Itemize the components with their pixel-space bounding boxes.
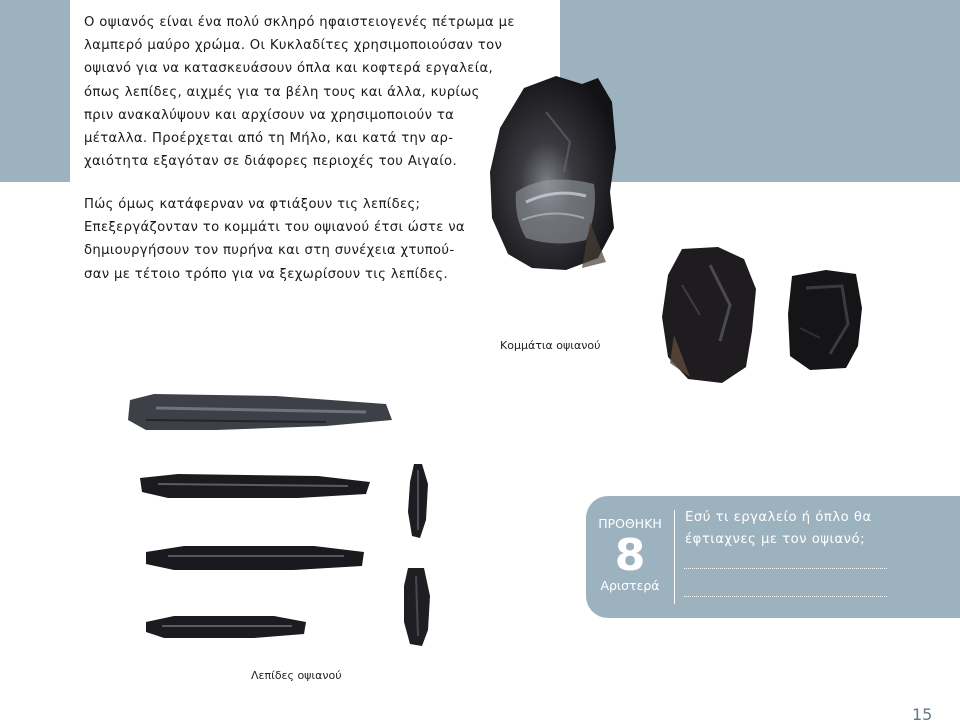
obsidian-blade-photo xyxy=(138,470,374,502)
answer-line[interactable] xyxy=(684,568,887,569)
obsidian-blade-photo xyxy=(126,390,396,436)
question-line: έφτιαχνες με τον οψιανό; xyxy=(685,532,866,547)
paragraph-line: λαμπερό μαύρο χρώμα. Οι Κυκλαδίτες χρησιμοποιούσαν τον xyxy=(84,38,503,54)
paragraph-line: μέταλλα. Προέρχεται από τη Μήλο, και κατά την αρ- xyxy=(84,131,454,147)
obsidian-blade-photo xyxy=(402,566,432,648)
blades-caption: Λεπίδες οψιανού xyxy=(251,669,342,682)
pieces-caption: Κομμάτια οψιανού xyxy=(500,339,601,352)
obsidian-piece-photo xyxy=(660,245,760,385)
obsidian-blade-photo xyxy=(144,542,368,574)
paragraph-line: χαιότητα εξαγόταν σε διάφορες περιοχές του Αιγαίο. xyxy=(84,154,457,170)
box-divider xyxy=(674,510,675,604)
paragraph-line: Ο οψιανός είναι ένα πολύ σκληρό ηφαιστειογενές πέτρωμα με xyxy=(84,15,515,30)
paragraph-line: οψιανό για να κατασκευάσουν όπλα και κοφτερά εργαλεία, xyxy=(84,61,494,77)
obsidian-piece-photo xyxy=(786,268,864,372)
answer-line[interactable] xyxy=(684,596,887,597)
paragraph-line: σαν με τέτοιο τρόπο για να ξεχωρίσουν τις λεπίδες. xyxy=(84,266,448,282)
exhibit-info xyxy=(586,496,674,618)
activity-question xyxy=(685,507,872,551)
blade-making-paragraph xyxy=(84,193,465,286)
obsidian-core-photo xyxy=(486,72,620,272)
intro-paragraph xyxy=(84,11,515,173)
exhibit-number: 8 xyxy=(614,530,646,581)
obsidian-blade-photo xyxy=(144,612,308,642)
paragraph-line: Πώς όμως κατάφερναν να φτιάξουν τις λεπίδες; xyxy=(84,197,421,212)
paragraph-line: πριν ανακαλύψουν και αρχίσουν να χρησιμοποιούν τα xyxy=(84,107,455,123)
exhibit-label: ΠΡΟΘΗΚΗ xyxy=(598,516,662,531)
exhibit-side: Αριστερά xyxy=(600,578,660,593)
paragraph-line: δημιουργήσουν τον πυρήνα και στη συνέχεια χτυπού- xyxy=(84,243,455,259)
page-number: 15 xyxy=(912,705,933,724)
obsidian-blade-photo xyxy=(406,462,430,540)
paragraph-line: όπως λεπίδες, αιχμές για τα βέλη τους και άλλα, κυρίως xyxy=(84,84,480,100)
paragraph-line: Επεξεργάζονταν το κομμάτι του οψιανού έτσι ώστε να xyxy=(84,220,465,236)
question-line: Εσύ τι εργαλείο ή όπλο θα xyxy=(685,510,872,525)
exhibit-box xyxy=(586,496,960,618)
